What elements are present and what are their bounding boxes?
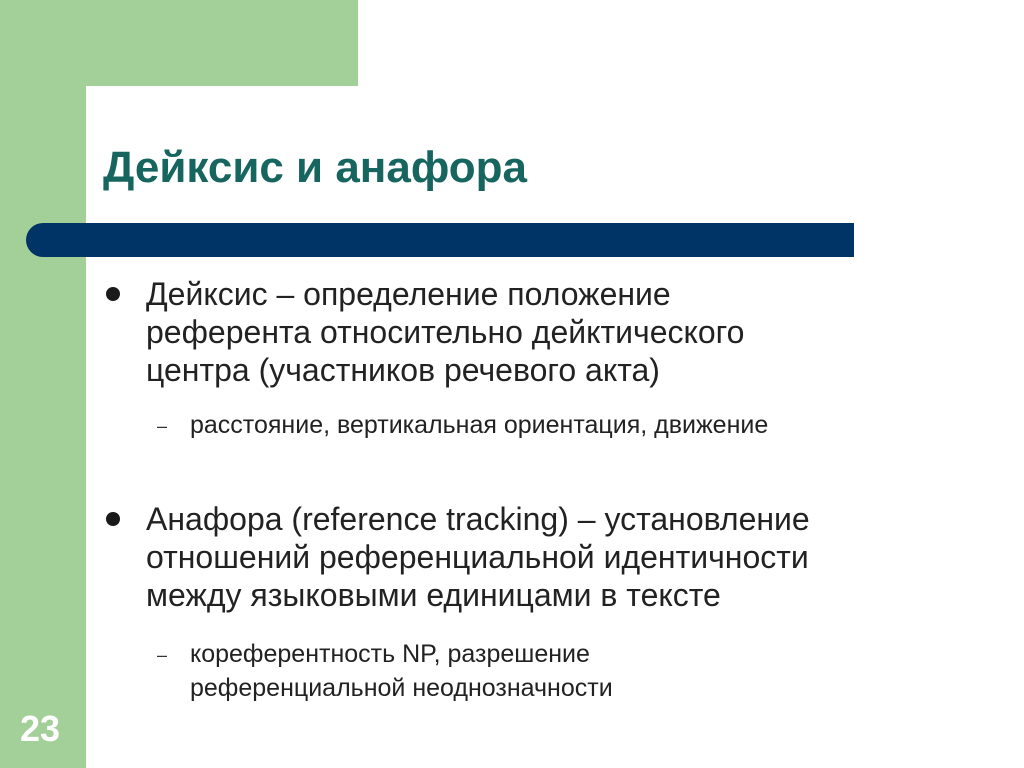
bullet-1-line-1: Дейксис – определение положение [146, 276, 671, 312]
bullet-2-line-2: отношений референциальной идентичности [146, 539, 809, 575]
slide-number: 23 [20, 708, 61, 749]
sub-bullet-1-line-1: расстояние, вертикальная ориентация, движение [190, 411, 769, 439]
title-underline-bar [26, 223, 854, 257]
bullet-2-line-3: между языковыми единицами в тексте [146, 577, 721, 613]
sub-bullet-text-1 [190, 408, 768, 442]
sub-bullet-dash-1: – [157, 416, 168, 436]
bullet-1-line-2: референта относительно дейктического [146, 314, 745, 350]
bullet-dot-2 [106, 512, 120, 526]
bullet-text-2 [146, 500, 810, 614]
sub-bullet-dash-2: – [157, 645, 168, 665]
sub-bullet-2-line-1: кореферентность NP, разрешение [190, 640, 590, 668]
bullet-2-line-1: Анафора (reference tracking) – установление [146, 501, 810, 537]
green-top-band [0, 0, 358, 86]
slide-title: Дейксис и анафора [103, 143, 527, 192]
bullet-text-1 [146, 275, 744, 389]
bullet-dot-1 [106, 287, 120, 301]
bullet-1-line-3: центра (участников речевого акта) [146, 352, 660, 388]
sub-bullet-2-line-2: референциальной неоднозначности [190, 674, 613, 702]
green-side-band [0, 0, 86, 768]
sub-bullet-text-2 [190, 637, 613, 705]
